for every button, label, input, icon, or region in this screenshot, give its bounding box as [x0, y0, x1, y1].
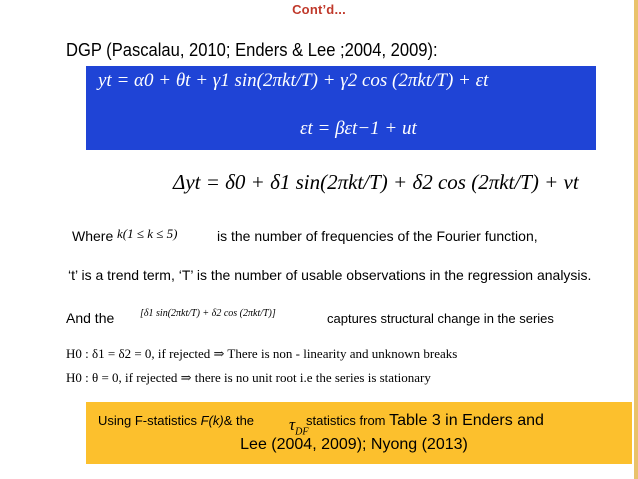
tau-symbol: τ: [289, 415, 296, 434]
trend-paragraph: ‘t’ is a trend term, ‘T’ is the number of usable observations in the regression analysis.: [68, 267, 592, 283]
equation-2: [300, 118, 417, 140]
where-text: is the number of frequencies of the Fourier function,: [217, 228, 538, 244]
footer-line-1: [98, 412, 544, 430]
footer-fk: F(k): [200, 413, 224, 428]
slide-edge-rule: [634, 0, 638, 479]
tau-subscript: DF: [295, 426, 309, 438]
captures-text: captures structural change in the series: [327, 311, 554, 326]
equation-1-text: yt = α0 + θt + γ1 sin(2πkt/T) + γ2 cos (2πkt/T) + εt: [98, 70, 489, 91]
hypothesis-2: H0 : θ = 0, if rejected ⇒ there is no unit root i.e the series is stationary: [66, 370, 431, 385]
where-label: Where: [72, 228, 114, 244]
slide-title: Cont’d...: [292, 2, 346, 17]
structural-change-term: [δ1 sin(2πkt/T) + δ2 cos (2πkt/T)]: [140, 308, 276, 319]
k-condition: k(1 ≤ k ≤ 5): [117, 226, 178, 241]
footer-post: statistics from: [306, 413, 390, 428]
equation-2-text: εt = βεt−1 + ut: [300, 118, 417, 139]
footer-pre: Using F-statistics: [98, 413, 201, 428]
hypothesis-1: H0 : δ1 = δ2 = 0, if rejected ⇒ There is non - linearity and unknown breaks: [66, 346, 458, 361]
footer-mid: & the: [223, 413, 255, 428]
tau-df-symbol: [289, 415, 308, 437]
and-the-label: And the: [66, 310, 115, 326]
equation-3: [173, 170, 579, 195]
footer-big: Table 3 in Enders and: [389, 412, 544, 429]
equation-1: [98, 70, 488, 92]
footer-line-2: Lee (2004, 2009); Nyong (2013): [240, 436, 468, 453]
equation-3-text: Δyt = δ0 + δ1 sin(2πkt/T) + δ2 cos (2πkt/T) + vt: [173, 170, 579, 194]
heading: DGP (Pascalau, 2010; Enders & Lee ;2004, 2009):: [66, 40, 438, 60]
